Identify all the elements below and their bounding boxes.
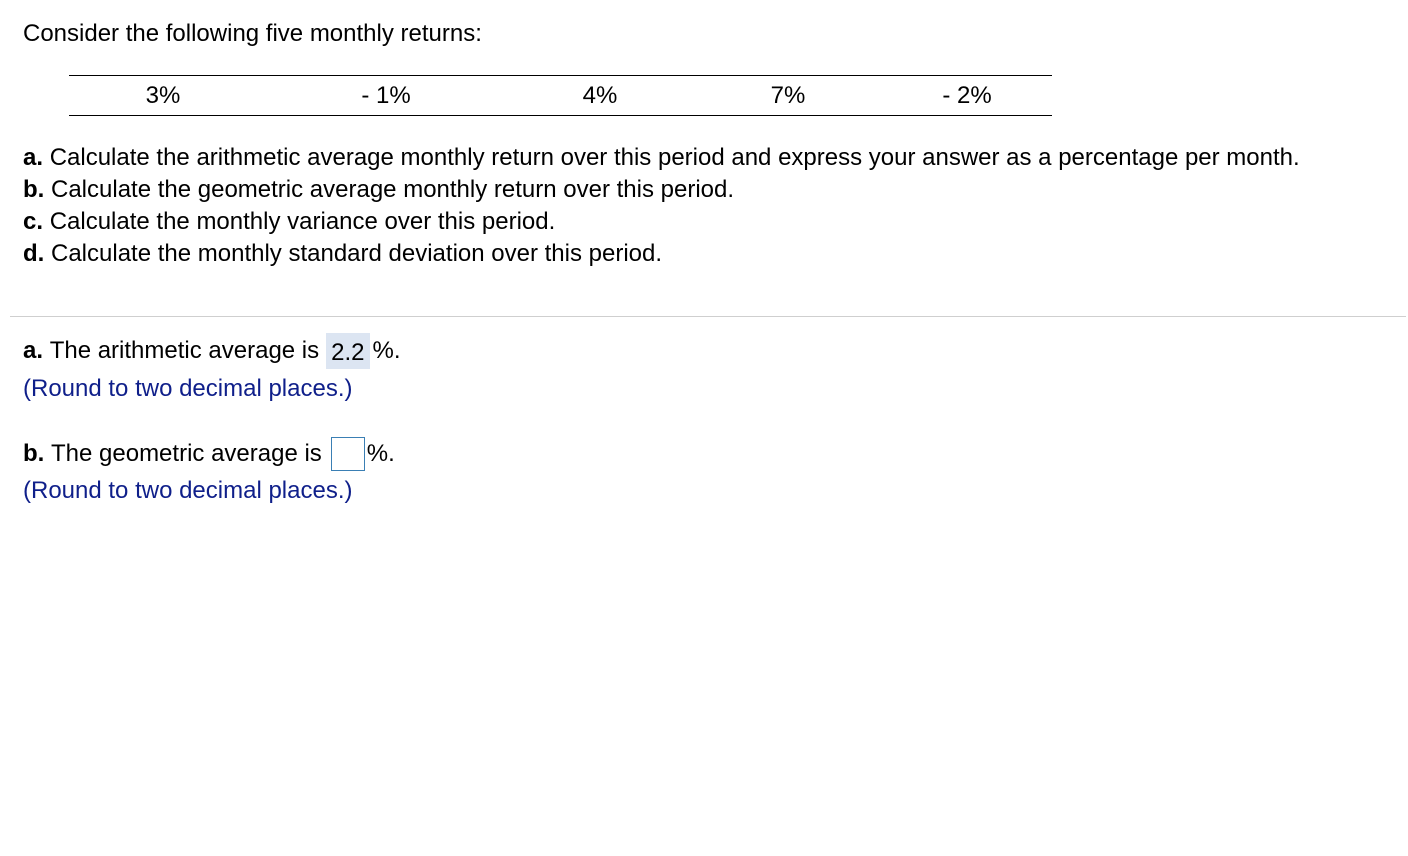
answer-b-prefix: The geometric average is xyxy=(51,440,322,467)
geometric-average-input[interactable] xyxy=(331,437,365,471)
return-cell-3: 4% xyxy=(582,82,618,109)
question-letter: a. xyxy=(23,144,44,171)
returns-table xyxy=(69,75,1052,116)
question-letter: b. xyxy=(23,176,45,203)
question-list xyxy=(23,142,1383,270)
question-letter: d. xyxy=(23,240,45,267)
return-cell-2: - 1% xyxy=(361,82,411,109)
return-cell-1: 3% xyxy=(145,82,181,109)
answer-b-hint: (Round to two decimal places.) xyxy=(23,477,353,504)
question-text: Calculate the arithmetic average monthly return over this period and express your answer as a percentage per month. xyxy=(49,144,1300,171)
question-letter: c. xyxy=(23,208,44,235)
question-d xyxy=(23,238,1383,270)
answer-a-suffix: %. xyxy=(372,337,401,364)
question-text: Calculate the monthly standard deviation over this period. xyxy=(51,240,663,267)
section-divider xyxy=(10,316,1406,317)
return-cell-5: - 2% xyxy=(942,82,992,109)
question-text: Calculate the geometric average monthly return over this period. xyxy=(51,176,735,203)
question-c xyxy=(23,206,1383,238)
return-cell-4: 7% xyxy=(770,82,806,109)
question-a xyxy=(23,142,1383,174)
answer-a-value[interactable]: 2.2 xyxy=(326,333,369,369)
answer-a-hint: (Round to two decimal places.) xyxy=(23,375,353,402)
answer-letter: a. xyxy=(23,337,44,364)
answer-b-suffix: %. xyxy=(366,440,395,467)
answer-a-line xyxy=(23,333,401,369)
question-text: Calculate the monthly variance over this period. xyxy=(49,208,556,235)
question-b xyxy=(23,174,1383,206)
answer-b-line xyxy=(23,437,395,471)
answer-a-prefix: The arithmetic average is xyxy=(49,337,320,364)
problem-intro: Consider the following five monthly returns: xyxy=(23,20,482,47)
answer-letter: b. xyxy=(23,440,45,467)
